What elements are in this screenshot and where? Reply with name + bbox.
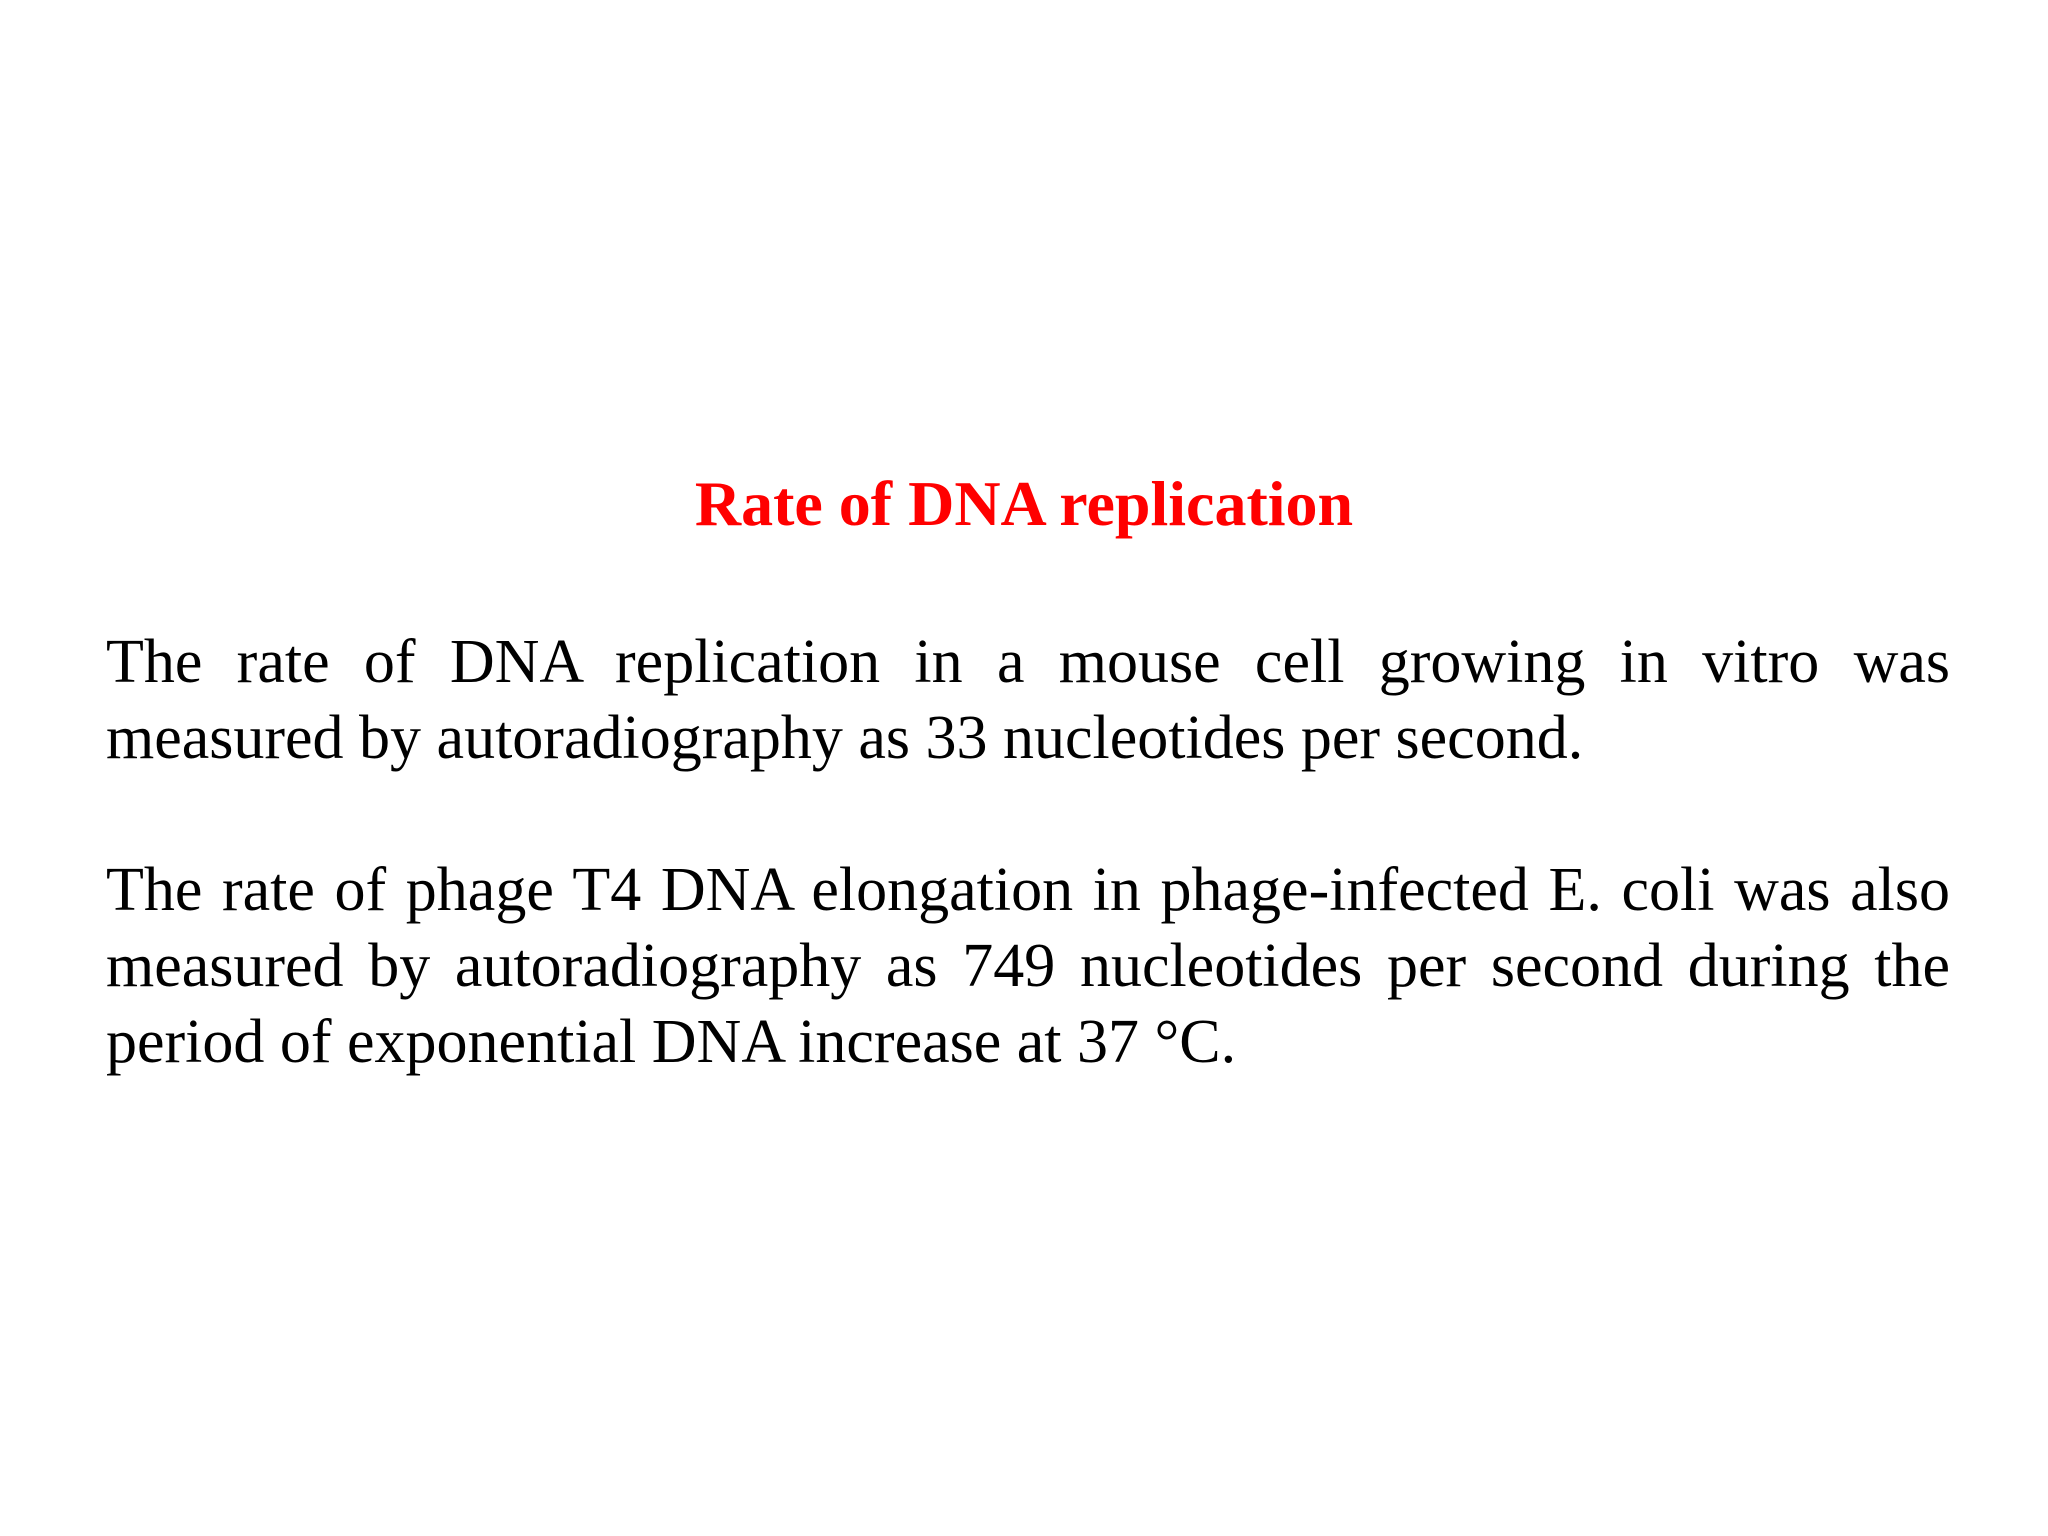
slide-title: Rate of DNA replication (694, 468, 1354, 539)
paragraph-mouse-cell-rate: The rate of DNA replication in a mouse cell growing in vitro was measured by autoradiography as 33 nucleotides per second. (106, 628, 1950, 772)
paragraph-phage-t4-rate: The rate of phage T4 DNA elongation in phage-infected E. coli was also measured by autoradiography as 749 nucleotides per second during the period of exponential DNA increase at 37 °C. (106, 856, 1950, 1076)
